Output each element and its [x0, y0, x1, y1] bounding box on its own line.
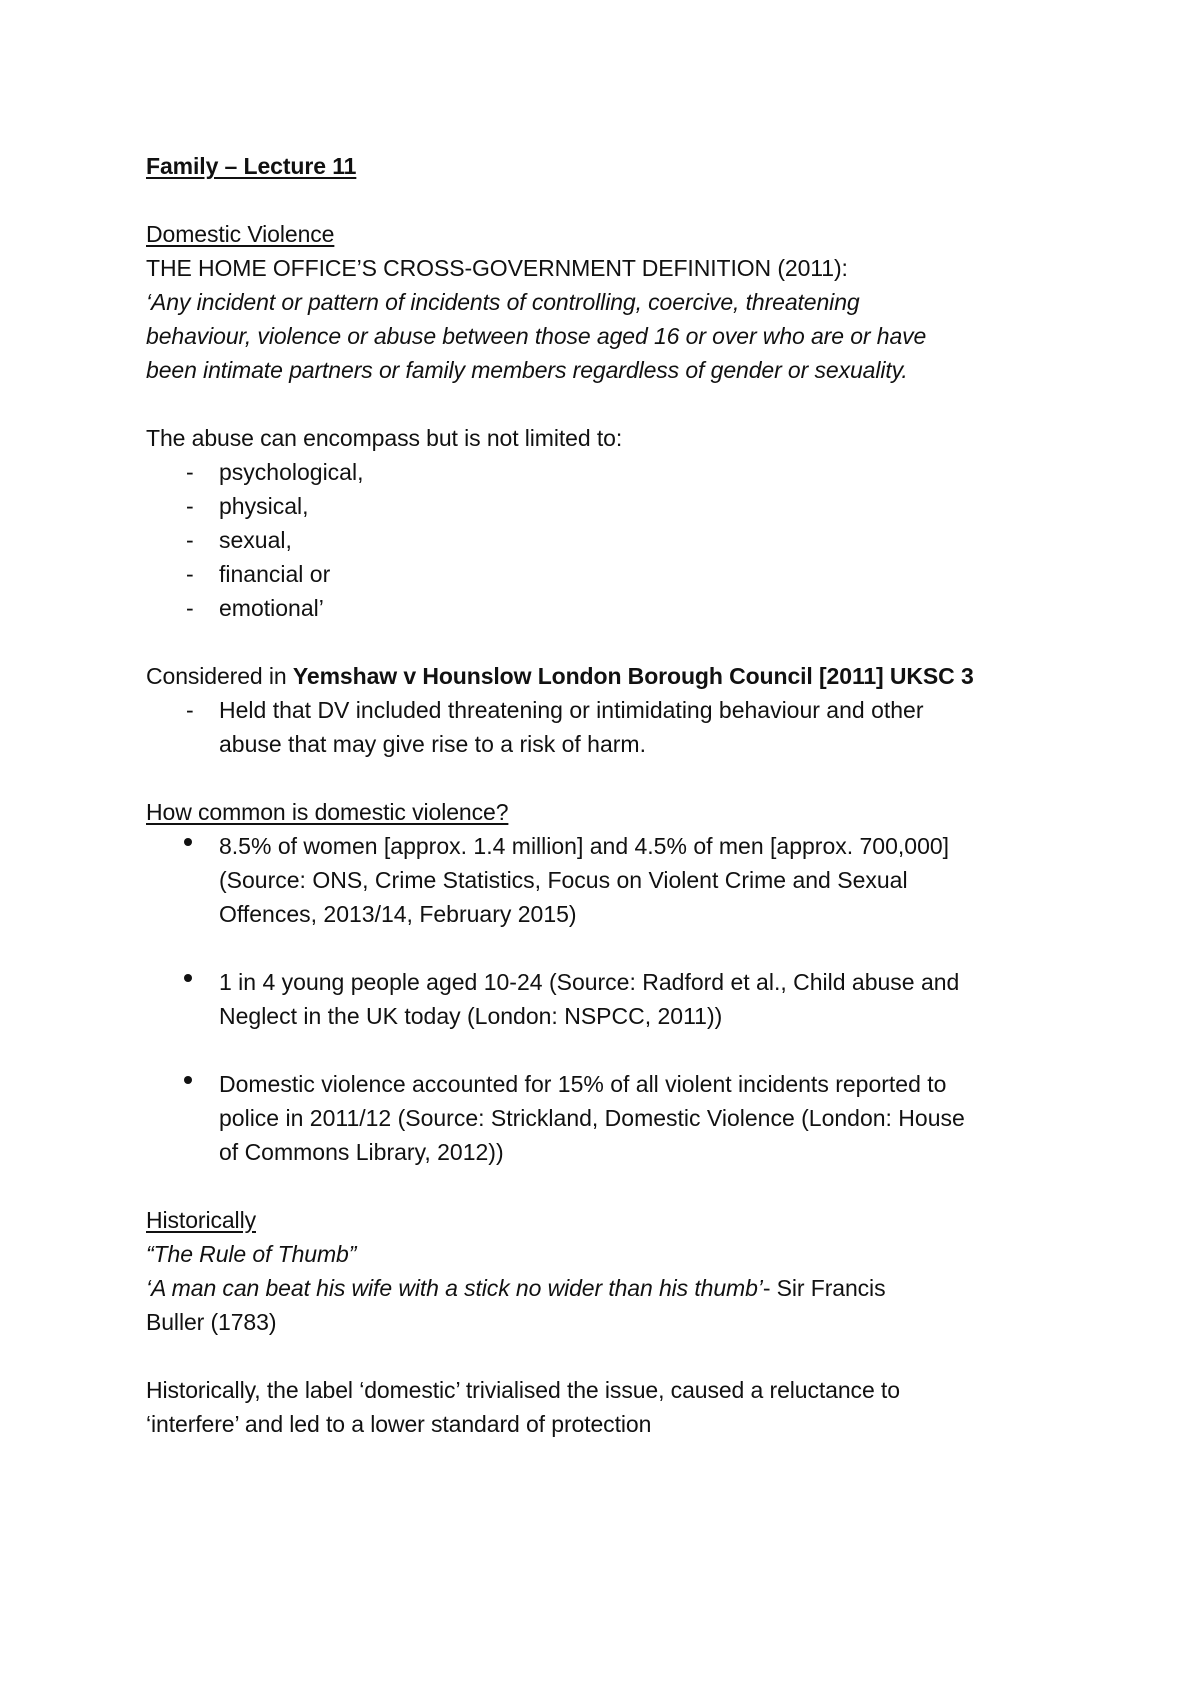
- dash-marker: -: [186, 561, 194, 587]
- case-citation: [146, 659, 974, 693]
- definition-quote-line: behaviour, violence or abuse between those aged 16 or over who are or have: [146, 323, 927, 349]
- quote-text: ‘A man can beat his wife with a stick no wider than his thumb’: [146, 1275, 763, 1301]
- stat-bullet-line: Offences, 2013/14, February 2015): [219, 901, 577, 927]
- section-heading-domestic-violence: Domestic Violence: [146, 221, 335, 247]
- historic-quote: [146, 1271, 885, 1305]
- rule-of-thumb-title: “The Rule of Thumb”: [146, 1241, 357, 1267]
- section-heading-how-common: How common is domestic violence?: [146, 799, 509, 825]
- historic-paragraph-line: Historically, the label ‘domestic’ trivialised the issue, caused a reluctance to: [146, 1377, 900, 1403]
- stat-bullet-line: 8.5% of women [approx. 1.4 million] and 4.5% of men [approx. 700,000]: [219, 833, 950, 859]
- page-title: Family – Lecture 11: [146, 153, 357, 179]
- stat-bullet-line: police in 2011/12 (Source: Strickland, Domestic Violence (London: House: [219, 1105, 965, 1131]
- stat-bullet-line: Domestic violence accounted for 15% of all violent incidents reported to: [219, 1071, 947, 1097]
- case-name: Yemshaw v Hounslow London Borough Council [2011] UKSC 3: [292, 663, 974, 689]
- dash-marker: -: [186, 493, 194, 519]
- held-line: Held that DV included threatening or intimidating behaviour and other: [219, 697, 924, 723]
- abuse-item: sexual,: [219, 527, 292, 553]
- abuse-item: psychological,: [219, 459, 364, 485]
- bullet-dot: [184, 1076, 192, 1084]
- dash-marker: -: [186, 697, 194, 723]
- dash-marker: -: [186, 459, 194, 485]
- quote-attribution-cont: Buller (1783): [146, 1309, 277, 1335]
- definition-quote-line: been intimate partners or family members regardless of gender or sexuality.: [146, 357, 908, 383]
- section-heading-historically: Historically: [146, 1207, 256, 1233]
- definition-label: THE HOME OFFICE’S CROSS-GOVERNMENT DEFINITION (2011):: [146, 255, 848, 281]
- stat-bullet-line: (Source: ONS, Crime Statistics, Focus on Violent Crime and Sexual: [219, 867, 908, 893]
- abuse-item: emotional’: [219, 595, 324, 621]
- stat-bullet-line: 1 in 4 young people aged 10-24 (Source: Radford et al., Child abuse and: [219, 969, 960, 995]
- definition-quote-line: ‘Any incident or pattern of incidents of controlling, coercive, threatening: [146, 289, 860, 315]
- held-line: abuse that may give rise to a risk of harm.: [219, 731, 646, 757]
- case-prefix: Considered in: [146, 663, 293, 689]
- dash-marker: -: [186, 595, 194, 621]
- stat-bullet-line: of Commons Library, 2012)): [219, 1139, 504, 1165]
- stat-bullet-line: Neglect in the UK today (London: NSPCC, 2011)): [219, 1003, 723, 1029]
- historic-paragraph-line: ‘interfere’ and led to a lower standard of protection: [146, 1411, 652, 1437]
- abuse-intro: The abuse can encompass but is not limited to:: [146, 425, 623, 451]
- bullet-dot: [184, 974, 192, 982]
- bullet-dot: [184, 838, 192, 846]
- abuse-item: financial or: [219, 561, 331, 587]
- quote-attribution: - Sir Francis: [762, 1275, 886, 1301]
- dash-marker: -: [186, 527, 194, 553]
- abuse-item: physical,: [219, 493, 309, 519]
